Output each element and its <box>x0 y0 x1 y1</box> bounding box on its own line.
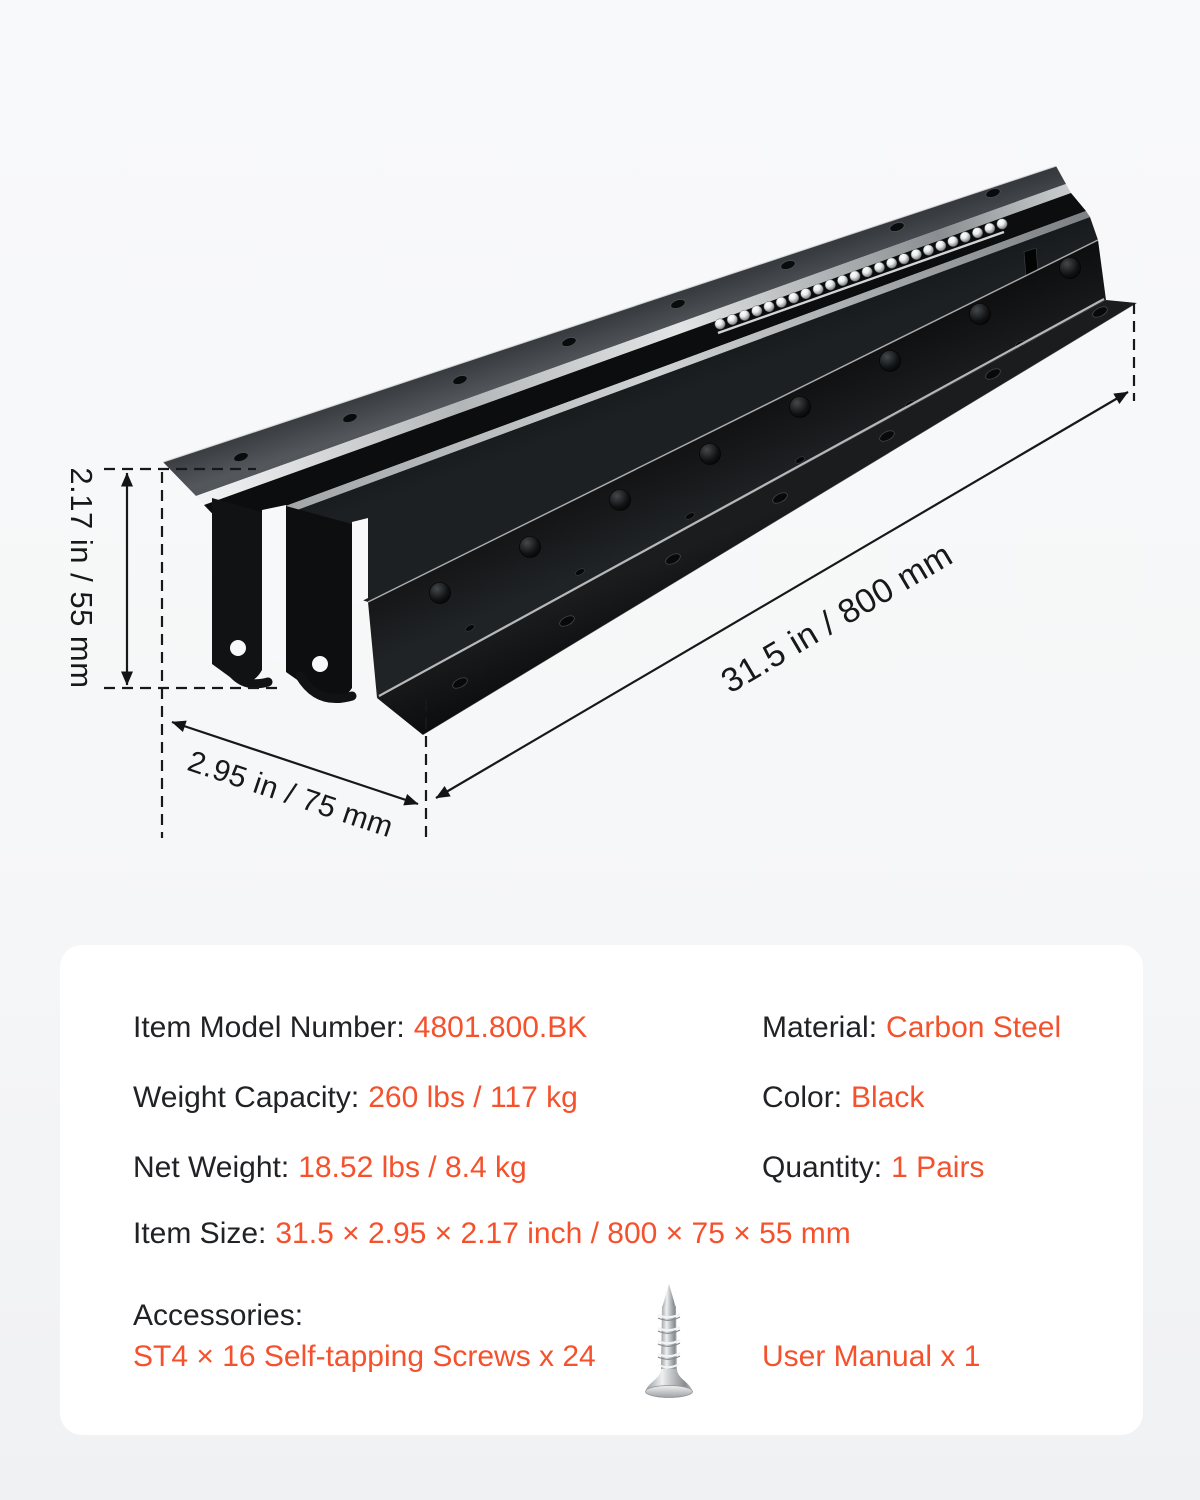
spec-item-model-number <box>133 1008 587 1048</box>
spec-value: 31.5 × 2.95 × 2.17 inch / 800 × 75 × 55 mm <box>275 1217 851 1250</box>
spec-label: Accessories: <box>133 1299 304 1332</box>
depth-dimension-label: 2.95 in / 75 mm <box>183 744 398 845</box>
spec-label: Material: <box>762 1011 878 1044</box>
spec-item-size <box>133 1214 851 1254</box>
spec-value: Carbon Steel <box>886 1011 1062 1044</box>
height-dimension-label: 2.17 in / 55 mm <box>63 467 99 689</box>
rail-pair-image <box>163 166 1137 735</box>
screw-icon <box>641 1281 697 1405</box>
spec-label: Net Weight: <box>133 1151 290 1184</box>
spec-value: 4801.800.BK <box>413 1011 588 1044</box>
spec-color <box>762 1078 924 1118</box>
spec-label: Color: <box>762 1081 843 1114</box>
spec-value: ST4 × 16 Self-tapping Screws x 24 <box>133 1340 596 1373</box>
spec-value: Black <box>851 1081 925 1114</box>
accessories-heading <box>133 1296 303 1336</box>
length-dimension-label: 31.5 in / 800 mm <box>714 535 960 701</box>
spec-net-weight <box>133 1148 527 1188</box>
spec-label: Weight Capacity: <box>133 1081 360 1114</box>
spec-value: 18.52 lbs / 8.4 kg <box>298 1151 527 1184</box>
spec-value: User Manual x 1 <box>762 1340 981 1373</box>
accessories-screws-item <box>133 1337 596 1377</box>
spec-weight-capacity <box>133 1078 578 1118</box>
spec-label: Item Model Number: <box>133 1011 405 1044</box>
spec-value: 260 lbs / 117 kg <box>368 1081 578 1114</box>
accessories-manual-item <box>762 1337 980 1377</box>
spec-value: 1 Pairs <box>891 1151 985 1184</box>
spec-material <box>762 1008 1061 1048</box>
spec-quantity <box>762 1148 984 1188</box>
spec-label: Quantity: <box>762 1151 883 1184</box>
spec-label: Item Size: <box>133 1217 267 1250</box>
